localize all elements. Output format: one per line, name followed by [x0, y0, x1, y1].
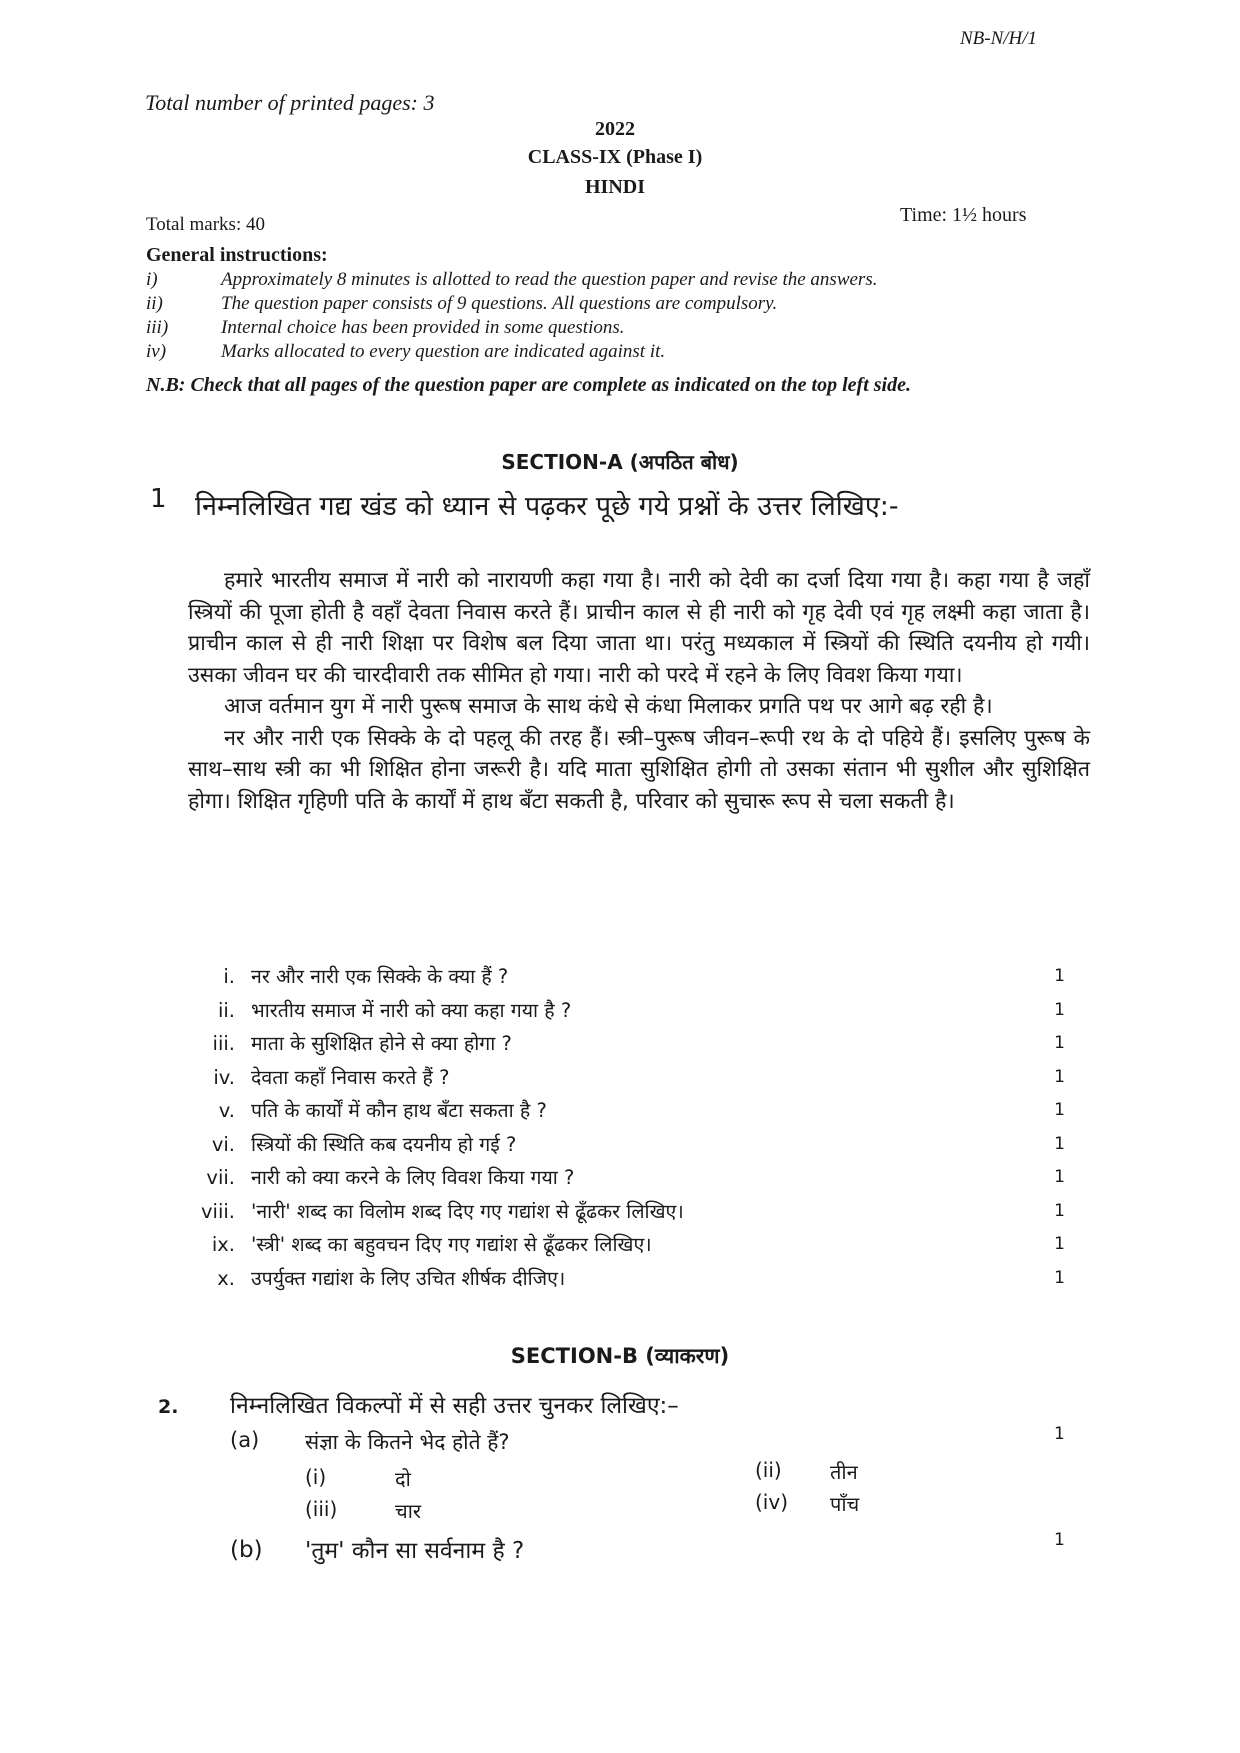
subquestion-row — [195, 1061, 1065, 1095]
section-b-title: SECTION-B (व्याकरण) — [510, 1344, 730, 1368]
option-number: (iv) — [755, 1490, 788, 1514]
subquestion-number: i. — [223, 965, 235, 988]
instruction-number: iii) — [146, 317, 169, 338]
subquestion-number: iii. — [212, 1032, 235, 1055]
question-2b-marks: 1 — [1054, 1530, 1065, 1550]
subquestion-row — [195, 1262, 1065, 1296]
subquestion-text: देवता कहाँ निवास करते हैं ? — [251, 1065, 450, 1089]
subquestion-number: ix. — [211, 1233, 235, 1256]
exam-time: Time: 1½ hours — [900, 204, 1027, 226]
subquestion-row — [195, 1195, 1065, 1229]
instructions-note: N.B: Check that all pages of the question paper are complete as indicated on the top left side. — [146, 374, 911, 396]
subquestion-marks: 1 — [1054, 1066, 1065, 1087]
subquestion-number: vi. — [211, 1132, 235, 1156]
subquestion-marks: 1 — [1054, 1133, 1065, 1154]
subquestion-marks: 1 — [1054, 1100, 1065, 1120]
instruction-item — [146, 268, 1046, 292]
subquestion-row — [195, 1161, 1065, 1195]
exam-year: 2022 — [595, 118, 635, 140]
subquestion-text: स्त्रियों की स्थिति कब दयनीय हो गई ? — [251, 1132, 517, 1156]
paper-code: NB-N/H/1 — [960, 28, 1038, 49]
question-1-subquestions — [195, 960, 1065, 1295]
instruction-number: iv) — [146, 341, 167, 362]
option-text: दो — [395, 1467, 411, 1491]
subquestion-marks: 1 — [1054, 1200, 1065, 1221]
option-number: (iii) — [305, 1497, 338, 1521]
subquestion-text: माता के सुशिक्षित होने से क्या होगा ? — [251, 1032, 512, 1055]
subquestion-number: x. — [217, 1266, 235, 1290]
subquestion-text: 'नारी' शब्द का विलोम शब्द दिए गए गद्यांश से ढूँढकर लिखिए। — [251, 1199, 684, 1223]
subquestion-row — [195, 1027, 1065, 1061]
instruction-text: Approximately 8 minutes is allotted to read the question paper and revise the answers. — [221, 269, 878, 290]
subquestion-marks: 1 — [1054, 1033, 1065, 1053]
instruction-number: ii) — [146, 293, 163, 314]
subquestion-row — [195, 994, 1065, 1028]
subquestion-text: नारी को क्या करने के लिए विवश किया गया ? — [251, 1166, 575, 1189]
option-text: पाँच — [830, 1492, 860, 1516]
question-2-text: निम्नलिखित विकल्पों में से सही उत्तर चुनकर लिखिए:– — [230, 1393, 679, 1419]
subquestion-number: v. — [218, 1099, 235, 1122]
question-1-number: 1 — [150, 484, 167, 514]
subquestion-marks: 1 — [1054, 1234, 1065, 1254]
instruction-text: Internal choice has been provided in some questions. — [221, 317, 625, 338]
option-number: (i) — [305, 1465, 327, 1489]
subquestion-marks: 1 — [1054, 1267, 1065, 1288]
passage-paragraph: नर और नारी एक सिक्के के दो पहलू की तरह हैं। स्त्री–पुरूष जीवन–रूपी रथ के दो पहिये हैं। इसलिए पुरूष के साथ–साथ स्त्री का भी शिक्षित होना जरूरी है। यदि माता सुशिक्षित होगी तो उसका संतान भी सुशील और सुशिक्षित होगा। शिक्षित गृहिणी पति के कार्यों में हाथ बँटा सकती है, परिवार को सुचारू रूप से चला सकती है। — [188, 725, 1090, 814]
subquestion-marks: 1 — [1054, 966, 1065, 986]
instruction-text: Marks allocated to every question are indicated against it. — [221, 341, 666, 362]
subquestion-text: नर और नारी एक सिक्के के क्या हैं ? — [251, 965, 509, 988]
instruction-item — [146, 292, 1046, 316]
question-2b-label: (b) — [230, 1537, 263, 1563]
instructions-list — [146, 268, 1046, 364]
instructions-heading: General instructions: — [146, 244, 328, 266]
instruction-number: i) — [146, 269, 158, 290]
exam-subject: HINDI — [584, 176, 645, 198]
subquestion-text: पति के कार्यों में कौन हाथ बँटा सकता है ? — [251, 1099, 547, 1122]
subquestion-marks: 1 — [1054, 1167, 1065, 1187]
subquestion-row — [195, 1094, 1065, 1128]
subquestion-text: 'स्त्री' शब्द का बहुवचन दिए गए गद्यांश से ढूँढकर लिखिए। — [251, 1233, 652, 1256]
question-1-text: निम्नलिखित गद्य खंड को ध्यान से पढ़कर पूछे गये प्रश्नों के उत्तर लिखिए:- — [195, 491, 899, 522]
subquestion-text: भारतीय समाज में नारी को क्या कहा गया है ? — [251, 998, 572, 1022]
subquestion-number: vii. — [206, 1166, 235, 1189]
option-text: तीन — [830, 1460, 858, 1484]
subquestion-text: उपर्युक्त गद्यांश के लिए उचित शीर्षक दीजिए। — [251, 1266, 566, 1290]
subquestion-row — [195, 1228, 1065, 1262]
question-2-number: 2. — [158, 1396, 179, 1418]
question-2b-text: 'तुम' कौन सा सर्वनाम है ? — [305, 1538, 525, 1564]
total-marks: Total marks: 40 — [146, 214, 265, 235]
instruction-item — [146, 316, 1046, 340]
instruction-item — [146, 340, 1046, 364]
question-2a-marks: 1 — [1054, 1424, 1065, 1444]
option-text: चार — [395, 1499, 422, 1523]
section-a-title: SECTION-A (अपठित बोध) — [501, 450, 739, 474]
subquestion-marks: 1 — [1054, 999, 1065, 1020]
question-2a-text: संज्ञा के कितने भेद होते हैं? — [305, 1430, 510, 1454]
printed-pages: Total number of printed pages: 3 — [145, 90, 435, 115]
subquestion-number: viii. — [201, 1199, 235, 1223]
subquestion-number: iv. — [213, 1065, 235, 1089]
subquestion-number: ii. — [217, 998, 235, 1022]
subquestion-row — [195, 1128, 1065, 1162]
question-2a-label: (a) — [230, 1428, 260, 1452]
subquestion-row — [195, 960, 1065, 994]
exam-class: CLASS-IX (Phase I) — [527, 146, 703, 168]
unseen-passage — [188, 565, 1090, 817]
passage-paragraph: हमारे भारतीय समाज में नारी को नारायणी कहा गया है। नारी को देवी का दर्जा दिया गया है। कहा गया है जहाँ स्त्रियों की पूजा होती है वहाँ देवता निवास करते हैं। प्राचीन काल से ही नारी को गृह देवी एवं गृह लक्ष्मी कहा जाता है। प्राचीन काल से ही नारी शिक्षा पर विशेष बल दिया जाता था। परंतु मध्यकाल में स्त्रियों की स्थिति दयनीय हो गयी। उसका जीवन घर की चारदीवारी तक सीमित हो गया। नारी को परदे में रहने के लिए विवश किया गया। — [188, 568, 1090, 688]
instruction-text: The question paper consists of 9 questions. All questions are compulsory. — [221, 293, 778, 314]
passage-paragraph: आज वर्तमान युग में नारी पुरूष समाज के साथ कंधे से कंधा मिलाकर प्रगति पथ पर आगे बढ़ रही है। — [224, 694, 993, 719]
option-number: (ii) — [755, 1458, 782, 1482]
